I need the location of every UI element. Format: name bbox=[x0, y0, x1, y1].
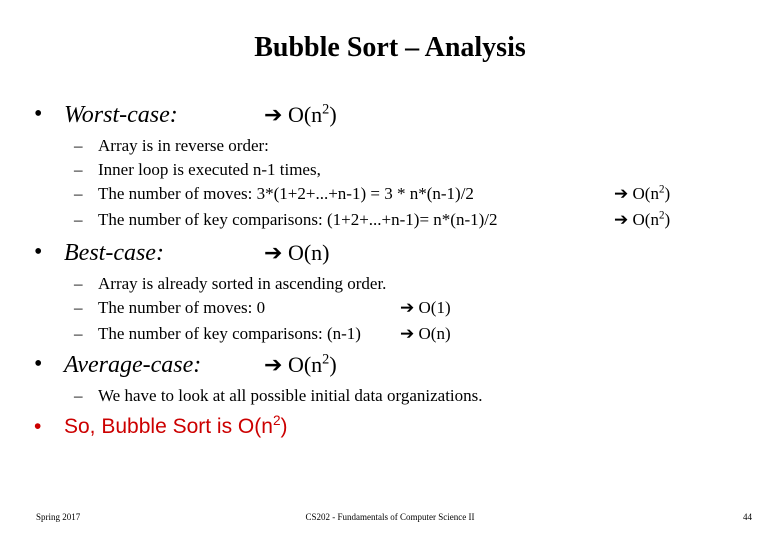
bullet-icon: • bbox=[34, 239, 43, 265]
dash-icon: – bbox=[74, 184, 83, 203]
dash-icon: – bbox=[74, 136, 83, 155]
dash-icon: – bbox=[74, 274, 83, 293]
footer-page-number: 44 bbox=[743, 512, 752, 522]
arrow-right-icon: ➔ bbox=[614, 184, 629, 203]
best-comparisons-result: ➔ O(n) bbox=[400, 324, 451, 343]
arrow-right-icon: ➔ bbox=[264, 102, 283, 127]
dash-icon: – bbox=[74, 324, 83, 343]
average-case-complexity: ➔ $O(n^2)$ bbox=[264, 351, 337, 377]
bullet-icon: • bbox=[34, 415, 42, 438]
conclusion-text: So, Bubble Sort is $O(n^2)$ bbox=[64, 413, 288, 438]
arrow-right-icon: ➔ bbox=[400, 324, 415, 343]
dash-icon: – bbox=[74, 386, 83, 405]
dash-icon: – bbox=[74, 298, 83, 317]
worst-case-complexity: ➔ $O(n^2)$ bbox=[264, 101, 337, 127]
worst-case-label: Worst-case: bbox=[64, 102, 178, 128]
arrow-right-icon: ➔ bbox=[264, 240, 283, 265]
arrow-right-icon: ➔ bbox=[400, 298, 415, 317]
footer-date: Spring 2017 bbox=[36, 512, 81, 522]
best-case-label: Best-case: bbox=[64, 240, 164, 266]
dash-icon: – bbox=[74, 160, 83, 179]
slide-title: Bubble Sort – Analysis bbox=[254, 32, 526, 63]
arrow-right-icon: ➔ bbox=[264, 352, 283, 377]
arrow-right-icon: ➔ bbox=[614, 210, 629, 229]
worst-moves-result: ➔ $O(n^2)$ bbox=[614, 183, 671, 203]
best-case-complexity: ➔ O(n) bbox=[264, 240, 330, 265]
average-case-label: Average-case: bbox=[64, 352, 202, 378]
best-moves-result: ➔ O(1) bbox=[400, 298, 451, 317]
bullet-icon: • bbox=[34, 101, 43, 127]
worst-comparisons-result: ➔ $O(n^2)$ bbox=[614, 209, 671, 229]
dash-icon: – bbox=[74, 210, 83, 229]
footer-course: CS202 - Fundamentals of Computer Science II bbox=[305, 512, 475, 522]
bullet-icon: • bbox=[34, 351, 43, 377]
